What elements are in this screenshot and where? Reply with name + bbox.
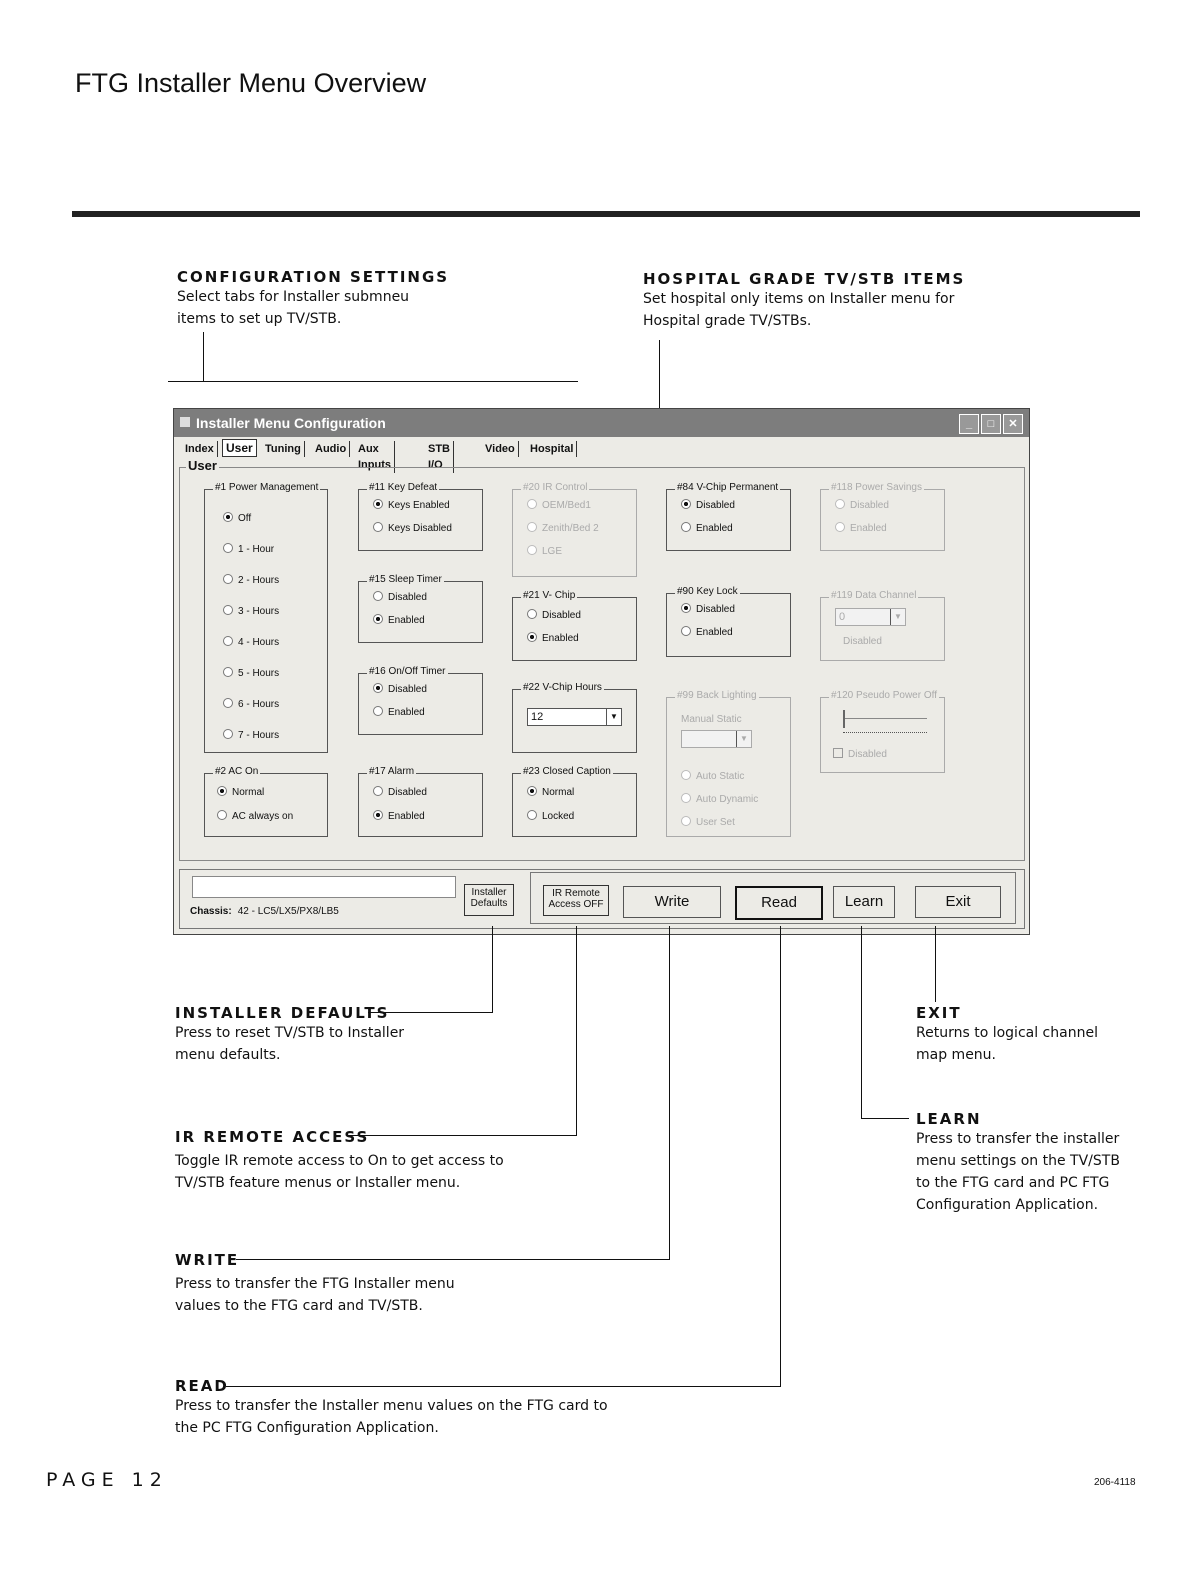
ac-option-normal[interactable]: Normal	[217, 786, 264, 798]
group-title: #15 Sleep Timer	[369, 574, 442, 585]
leader-line	[935, 926, 936, 1002]
key-lock-option-enabled[interactable]: Enabled	[681, 626, 733, 638]
onoff-timer-group	[358, 666, 483, 735]
back-lighting-option-user-set: User Set	[681, 816, 735, 828]
window-title: Installer Menu Configuration	[196, 415, 386, 431]
callout-line: menu settings on the TV/STB	[916, 1153, 1120, 1169]
vchip-perm-option-disabled[interactable]: Disabled	[681, 499, 735, 511]
radio-icon	[223, 698, 233, 708]
callout-line: Toggle IR remote access to On to get access to	[175, 1153, 504, 1169]
onoff-timer-option-disabled[interactable]: Disabled	[373, 683, 427, 695]
callout-heading: WRITE	[175, 1251, 240, 1269]
slider-track	[843, 718, 927, 719]
radio-selected-icon	[527, 632, 537, 642]
user-group-label: User	[188, 458, 217, 473]
callout-line: Press to transfer the Installer menu values on the FTG card to	[175, 1398, 608, 1414]
callout-heading: CONFIGURATION SETTINGS	[177, 268, 450, 286]
key-defeat-option-enabled[interactable]: Keys Enabled	[373, 499, 450, 511]
power-option-6h[interactable]: 6 - Hours	[223, 698, 279, 710]
write-button[interactable]: Write	[623, 886, 721, 918]
callout-line: Returns to logical channel	[916, 1025, 1098, 1041]
tab-hospital[interactable]: Hospital	[527, 441, 577, 457]
leader-line	[203, 332, 204, 382]
callout-heading: HOSPITAL GRADE TV/STB ITEMS	[643, 270, 966, 288]
chevron-down-icon: ▼	[736, 731, 751, 747]
key-lock-option-disabled[interactable]: Disabled	[681, 603, 735, 615]
radio-icon	[373, 522, 383, 532]
radio-icon	[527, 810, 537, 820]
sleep-timer-group	[358, 574, 483, 643]
radio-icon	[681, 770, 691, 780]
callout-write	[175, 1251, 455, 1317]
radio-selected-icon	[373, 614, 383, 624]
chassis-info	[190, 906, 339, 917]
alarm-option-disabled[interactable]: Disabled	[373, 786, 427, 798]
back-lighting-group	[666, 690, 791, 837]
maximize-icon[interactable]: □	[981, 414, 1001, 434]
tab-audio[interactable]: Audio	[312, 441, 350, 457]
power-option-4h[interactable]: 4 - Hours	[223, 636, 279, 648]
radio-selected-icon	[373, 499, 383, 509]
back-lighting-option-auto-dynamic: Auto Dynamic	[681, 793, 758, 805]
chassis-label: Chassis:	[190, 906, 232, 917]
exit-button[interactable]: Exit	[915, 886, 1001, 918]
tab-index[interactable]: Index	[182, 441, 218, 457]
radio-icon	[527, 522, 537, 532]
onoff-timer-option-enabled[interactable]: Enabled	[373, 706, 425, 718]
ir-remote-access-button[interactable]: IR Remote Access OFF	[543, 885, 609, 916]
cc-option-locked[interactable]: Locked	[527, 810, 574, 822]
key-defeat-group	[358, 482, 483, 551]
radio-icon	[373, 591, 383, 601]
radio-icon	[681, 522, 691, 532]
callout-heading: EXIT	[916, 1004, 962, 1022]
callout-configuration-settings	[177, 268, 449, 330]
doc-number: 206-4118	[1094, 1477, 1136, 1488]
radio-icon	[681, 793, 691, 803]
back-lighting-sub-label: Manual Static	[681, 714, 742, 725]
data-channel-status: Disabled	[843, 636, 882, 647]
power-option-2h[interactable]: 2 - Hours	[223, 574, 279, 586]
power-option-3h[interactable]: 3 - Hours	[223, 605, 279, 617]
radio-icon	[681, 816, 691, 826]
callout-line: Hospital grade TV/STBs.	[643, 313, 812, 329]
data-channel-select: 0 ▼	[835, 608, 906, 626]
callout-line: menu defaults.	[175, 1047, 281, 1063]
pseudo-power-checkbox: Disabled	[833, 748, 887, 760]
radio-icon	[527, 545, 537, 555]
callout-line: map menu.	[916, 1047, 997, 1063]
read-button[interactable]: Read	[735, 886, 823, 920]
radio-selected-icon	[681, 603, 691, 613]
key-defeat-option-disabled[interactable]: Keys Disabled	[373, 522, 452, 534]
cc-option-normal[interactable]: Normal	[527, 786, 574, 798]
window-titlebar	[174, 409, 1029, 437]
page-title: FTG Installer Menu Overview	[75, 68, 427, 98]
tab-stb-io[interactable]: STB I/O	[425, 441, 454, 473]
back-lighting-select	[681, 730, 752, 748]
power-option-5h[interactable]: 5 - Hours	[223, 667, 279, 679]
callout-exit	[916, 1004, 1098, 1066]
callout-line: Select tabs for Installer submneu	[177, 289, 410, 305]
group-title: #2 AC On	[215, 766, 259, 777]
callout-read	[175, 1377, 608, 1439]
leader-line	[780, 926, 781, 1387]
app-icon	[180, 417, 190, 427]
radio-icon	[217, 810, 227, 820]
callout-line: to the FTG card and PC FTG	[916, 1175, 1110, 1191]
learn-button[interactable]: Learn	[833, 886, 895, 918]
radio-selected-icon	[373, 683, 383, 693]
radio-icon	[835, 499, 845, 509]
vchip-hours-select[interactable]: 12 ▼	[527, 708, 622, 726]
leader-line	[576, 926, 577, 1136]
vchip-permanent-group	[666, 482, 791, 551]
header-rule	[72, 211, 1140, 217]
group-title: #120 Pseudo Power Off	[831, 690, 937, 701]
radio-icon	[223, 667, 233, 677]
radio-icon	[223, 574, 233, 584]
leader-line	[492, 926, 493, 1013]
radio-icon	[223, 605, 233, 615]
group-title: #20 IR Control	[523, 482, 588, 493]
group-title: #11 Key Defeat	[369, 482, 438, 493]
radio-selected-icon	[217, 786, 227, 796]
radio-icon	[681, 626, 691, 636]
chevron-down-icon: ▼	[606, 709, 621, 725]
action-button-group	[530, 872, 1016, 924]
vchip-option-enabled[interactable]: Enabled	[527, 632, 579, 644]
radio-icon	[527, 609, 537, 619]
ac-option-always-on[interactable]: AC always on	[217, 810, 293, 822]
radio-icon	[373, 786, 383, 796]
power-savings-option-disabled: Disabled	[835, 499, 889, 511]
group-title: #118 Power Savings	[831, 482, 922, 493]
callout-heading: IR REMOTE ACCESS	[175, 1128, 370, 1146]
callout-ir-remote	[175, 1128, 504, 1194]
ir-control-group	[512, 482, 637, 577]
close-icon[interactable]: ✕	[1003, 414, 1023, 434]
callout-line: values to the FTG card and TV/STB.	[175, 1298, 423, 1314]
radio-icon	[223, 636, 233, 646]
tab-user[interactable]: User	[222, 439, 257, 457]
callout-line: Set hospital only items on Installer menu for	[643, 291, 955, 307]
power-option-7h[interactable]: 7 - Hours	[223, 729, 279, 741]
bottom-panel	[179, 869, 1025, 929]
group-title: #23 Closed Caption	[523, 766, 611, 777]
radio-selected-icon	[681, 499, 691, 509]
sleep-timer-option-disabled[interactable]: Disabled	[373, 591, 427, 603]
callout-line: the PC FTG Configuration Application.	[175, 1420, 439, 1436]
callout-line: Press to reset TV/STB to Installer	[175, 1025, 405, 1041]
group-title: #119 Data Channel	[831, 590, 917, 601]
radio-icon	[527, 499, 537, 509]
status-field	[192, 876, 456, 898]
radio-icon	[223, 729, 233, 739]
callout-line: Configuration Application.	[916, 1197, 1099, 1213]
chassis-value: 42 - LC5/LX5/PX8/LB5	[237, 906, 339, 917]
power-management-group	[204, 482, 328, 753]
group-title: #1 Power Management	[215, 482, 319, 493]
installer-defaults-button[interactable]: Installer Defaults	[464, 884, 514, 916]
slider-thumb	[843, 710, 845, 728]
slider-ticks	[843, 728, 927, 733]
ir-control-option-oem: OEM/Bed1	[527, 499, 591, 511]
radio-icon	[223, 543, 233, 553]
ir-control-option-zenith: Zenith/Bed 2	[527, 522, 599, 534]
leader-line	[669, 926, 670, 1260]
group-title: #16 On/Off Timer	[369, 666, 446, 677]
callout-installer-defaults	[175, 1004, 404, 1066]
vchip-option-disabled[interactable]: Disabled	[527, 609, 581, 621]
alarm-group	[358, 766, 483, 837]
callout-line: Press to transfer the FTG Installer menu	[175, 1276, 455, 1292]
sleep-timer-option-enabled[interactable]: Enabled	[373, 614, 425, 626]
vchip-group	[512, 590, 637, 661]
callout-heading: INSTALLER DEFAULTS	[175, 1004, 390, 1022]
vchip-perm-option-enabled[interactable]: Enabled	[681, 522, 733, 534]
radio-selected-icon	[223, 512, 233, 522]
ir-control-option-lge: LGE	[527, 545, 562, 557]
tab-video[interactable]: Video	[482, 441, 519, 457]
callout-line: TV/STB feature menus or Installer menu.	[175, 1175, 461, 1191]
back-lighting-option-auto-static: Auto Static	[681, 770, 744, 782]
power-savings-group	[820, 482, 945, 551]
power-option-off[interactable]: Off	[223, 512, 251, 524]
group-title: #22 V-Chip Hours	[523, 682, 602, 693]
callout-hospital	[643, 270, 965, 332]
radio-icon	[835, 522, 845, 532]
checkbox-icon	[833, 748, 843, 758]
minimize-icon[interactable]: _	[959, 414, 979, 434]
ac-on-group	[204, 766, 328, 837]
page-number: PAGE 12	[46, 1469, 168, 1491]
callout-line: Press to transfer the installer	[916, 1131, 1120, 1147]
callout-heading: LEARN	[916, 1110, 982, 1128]
callout-heading: READ	[175, 1377, 229, 1395]
installer-menu-window	[173, 408, 1030, 935]
chevron-down-icon: ▼	[890, 609, 905, 625]
leader-line	[861, 926, 862, 1119]
pseudo-power-group	[820, 690, 945, 773]
group-title: #17 Alarm	[369, 766, 415, 777]
callout-learn	[916, 1110, 1120, 1216]
closed-caption-group	[512, 766, 637, 837]
alarm-option-enabled[interactable]: Enabled	[373, 810, 425, 822]
group-title: #99 Back Lighting	[677, 690, 757, 701]
tab-tuning[interactable]: Tuning	[262, 441, 305, 457]
radio-icon	[373, 706, 383, 716]
group-title: #84 V-Chip Permanent	[677, 482, 779, 493]
callout-line: items to set up TV/STB.	[177, 311, 342, 327]
leader-line	[168, 381, 578, 382]
power-savings-option-enabled: Enabled	[835, 522, 887, 534]
power-option-1h[interactable]: 1 - Hour	[223, 543, 274, 555]
tab-aux-inputs[interactable]: Aux Inputs	[355, 441, 395, 473]
radio-selected-icon	[373, 810, 383, 820]
data-channel-group	[820, 590, 945, 661]
vchip-hours-group	[512, 682, 637, 753]
radio-selected-icon	[527, 786, 537, 796]
group-title: #90 Key Lock	[677, 586, 738, 597]
key-lock-group	[666, 586, 791, 657]
leader-line	[861, 1118, 909, 1119]
group-title: #21 V- Chip	[523, 590, 576, 601]
